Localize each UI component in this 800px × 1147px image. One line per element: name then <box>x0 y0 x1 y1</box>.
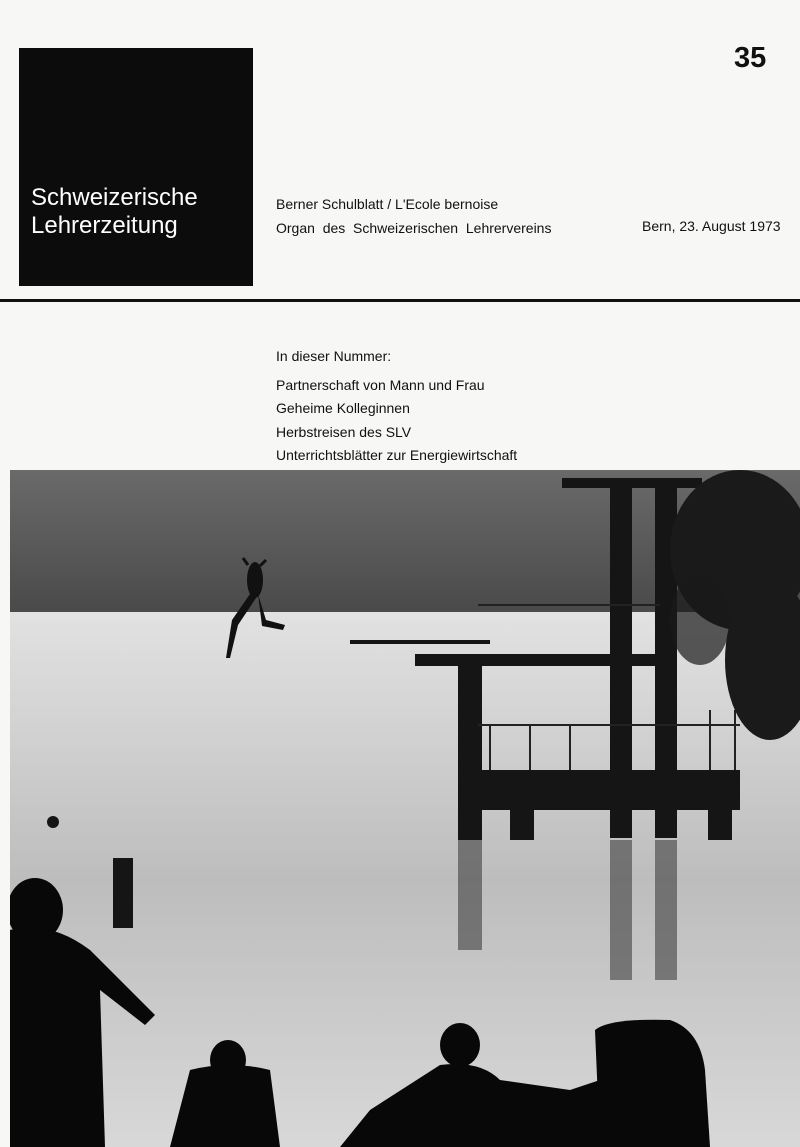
table-of-contents <box>276 348 517 471</box>
masthead-block <box>19 48 253 286</box>
subtitle-schulblatt: Berner Schulblatt / L'Ecole bernoise <box>276 196 499 212</box>
subtitle-organ: Organ des Schweizerischen Lehrervereins <box>276 220 552 236</box>
issue-date: Bern, 23. August 1973 <box>642 218 781 234</box>
title-line-2: Lehrerzeitung <box>31 212 178 239</box>
issue-number: 35 <box>734 42 767 74</box>
divider-rule <box>0 299 800 302</box>
toc-heading: In dieser Nummer: <box>276 348 392 364</box>
masthead-title <box>31 184 198 240</box>
toc-item: Unterrichtsblätter zur Energiewirtschaft <box>276 447 518 463</box>
toc-item: Geheime Kolleginnen <box>276 400 410 416</box>
title-line-1: Schweizerische <box>31 184 198 211</box>
toc-item: Partnerschaft von Mann und Frau <box>276 376 485 393</box>
cover-photo-lake-diving-platform <box>10 470 800 1147</box>
toc-item: Herbstreisen des SLV <box>276 423 412 440</box>
